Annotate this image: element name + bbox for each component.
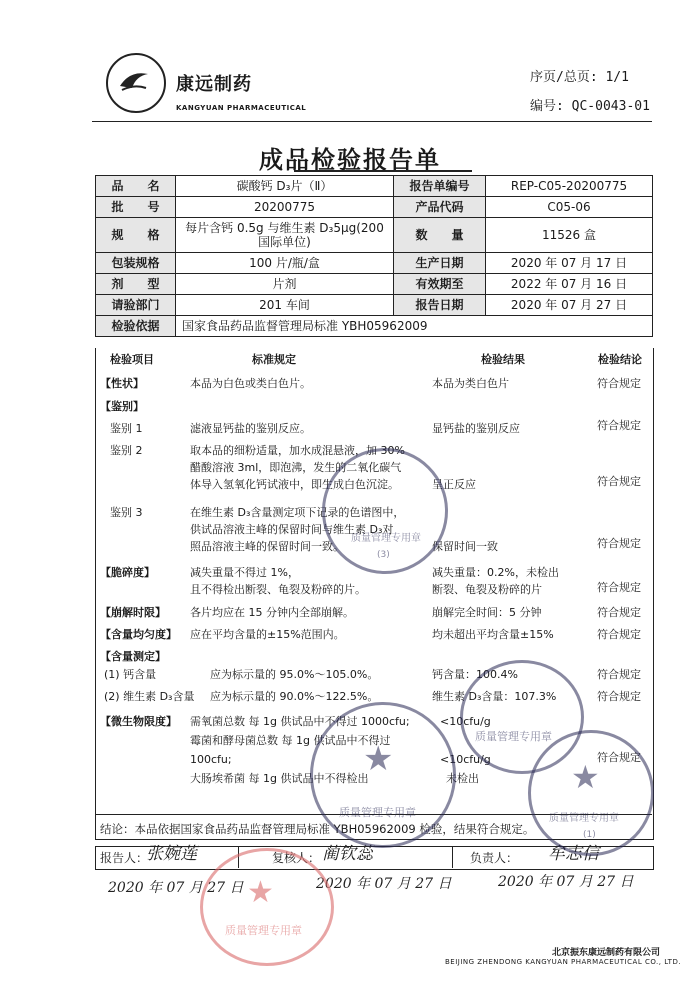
microbial-result-2: <10cfu/g [440, 753, 491, 766]
title-underline [294, 170, 472, 172]
conclusion-text: 结论：本品依据国家食品药品监督管理局标准 YBH05962009 检验，结果符合规定。 [100, 822, 535, 836]
quality-stamp-5 [200, 848, 334, 966]
sig-divider-2 [452, 846, 453, 868]
microbial-standard-line2: 霉菌和酵母菌总数 每 1g 供试品中不得过 [190, 734, 391, 747]
footer-company-en: BEIJING ZHENDONG KANGYUAN PHARMACEUTICAL CO., LTD. [445, 958, 682, 966]
reporter-date: 2020 年 07 月 27 日 [108, 880, 244, 896]
test-disintegration: 【崩解时限】 [100, 606, 166, 619]
test-appearance: 【性状】 [100, 377, 144, 390]
stamp-5-star-icon: ★ [247, 875, 274, 910]
disintegration-conclusion: 符合规定 [597, 606, 641, 619]
id3-standard-line1: 在维生素 D₃含量测定项下记录的色谱图中， [190, 506, 405, 519]
product-label: 品 名 [96, 176, 176, 197]
id3-label: 鉴别 3 [110, 506, 143, 519]
batch-label: 批 号 [96, 197, 176, 218]
id3-standard-line3: 照品溶液主峰的保留时间一致。 [190, 540, 344, 553]
logo-bird-icon [118, 66, 150, 96]
test-friability: 【脆碎度】 [100, 566, 155, 579]
id1-result: 显钙盐的鉴别反应 [432, 422, 520, 435]
id2-result: 呈正反应 [432, 478, 476, 491]
info-table [95, 175, 653, 337]
stamp-3-text: 质量管理专用章 [339, 806, 416, 819]
test-microbial: 【微生物限度】 [100, 715, 177, 728]
microbial-result-1: <10cfu/g [440, 715, 491, 728]
stamp-4-number: (1) [583, 830, 596, 840]
report-date-label: 报告日期 [394, 295, 486, 316]
id3-standard-line2: 供试品溶液主峰的保留时间与维生素 D₃对 [190, 523, 394, 536]
form-label: 剂 型 [96, 274, 176, 295]
calcium-conclusion: 符合规定 [597, 668, 641, 681]
stamp-1-number: (3) [377, 550, 390, 560]
reviewer-signature: 蔺钦蕊 [322, 844, 373, 864]
test-identification: 【鉴别】 [100, 400, 144, 413]
dept-value: 201 车间 [176, 295, 394, 316]
uniformity-standard: 应在平均含量的±15%范围内。 [190, 628, 345, 641]
product-code-value: C05-06 [486, 197, 653, 218]
basis-label: 检验依据 [96, 316, 176, 337]
disintegration-result: 崩解完全时间：5 分钟 [432, 606, 542, 619]
id1-conclusion: 符合规定 [597, 419, 641, 432]
reviewer-label: 复核人： [272, 851, 321, 865]
document-code: 编号: QC-0043-01 [530, 99, 650, 114]
microbial-result-3: 未检出 [446, 772, 479, 785]
id2-label: 鉴别 2 [110, 444, 143, 457]
basis-value: 国家食品药品监督管理局标准 YBH05962009 [176, 316, 653, 337]
id3-conclusion: 符合规定 [597, 537, 641, 550]
product-code-label: 产品代码 [394, 197, 486, 218]
uniformity-conclusion: 符合规定 [597, 628, 641, 641]
reporter-label: 报告人： [100, 851, 149, 865]
id2-standard-line2: 醋酸溶液 3ml，即泡沸，发生的二氧化碳气 [190, 461, 402, 474]
column-standard: 标准规定 [252, 353, 296, 366]
column-result: 检验结果 [481, 353, 525, 366]
calcium-result: 钙含量：100.4% [432, 668, 518, 681]
stamp-4-text: 质量管理专用章 [549, 813, 619, 824]
id2-standard-line1: 取本品的细粉适量，加水成混悬液，加 30% [190, 444, 405, 457]
page-title: 成品检验报告单 [259, 146, 441, 174]
friability-standard-line2: 且不得检出断裂、龟裂及粉碎的片。 [190, 583, 366, 596]
appearance-result: 本品为类白色片 [432, 377, 509, 390]
mfg-date-value: 2020 年 07 月 17 日 [486, 253, 653, 274]
id1-standard: 滤液显钙盐的鉴别反应。 [190, 422, 311, 435]
quality-stamp-3 [310, 702, 456, 848]
stamp-3-star-icon: ★ [363, 739, 394, 779]
column-conclusion: 检验结论 [598, 353, 642, 366]
friability-conclusion: 符合规定 [597, 581, 641, 594]
product-value: 碳酸钙 D₃片（Ⅱ） [176, 176, 394, 197]
report-no-value: REP-C05-20200775 [486, 176, 653, 197]
disintegration-standard: 各片均应在 15 分钟内全部崩解。 [190, 606, 354, 619]
vitamin-d-standard: 应为标示量的 90.0%～122.5%。 [210, 690, 379, 703]
dept-label: 请验部门 [96, 295, 176, 316]
expiry-value: 2022 年 07 月 16 日 [486, 274, 653, 295]
footer-company: 北京振东康远制药有限公司 [552, 948, 661, 958]
quality-stamp-4 [528, 730, 654, 856]
friability-result-line2: 断裂、龟裂及粉碎的片 [432, 583, 542, 596]
friability-standard-line1: 减失重量不得过 1%， [190, 566, 299, 579]
stamp-2-text: 质量管理专用章 [475, 730, 552, 743]
id2-standard-line3: 体导入氢氧化钙试液中，即生成白色沉淀。 [190, 478, 399, 491]
microbial-standard-line3: 100cfu; [190, 753, 232, 766]
microbial-conclusion: 符合规定 [597, 751, 641, 764]
id1-label: 鉴别 1 [110, 422, 143, 435]
column-item: 检验项目 [110, 353, 154, 366]
vitamin-d-result: 维生素 D₃含量：107.3% [432, 690, 557, 703]
calcium-standard: 应为标示量的 95.0%～105.0%。 [210, 668, 379, 681]
stamp-4-star-icon: ★ [571, 758, 600, 796]
report-no-label: 报告单编号 [394, 176, 486, 197]
page-info: 序页/总页: 1/1 [530, 70, 629, 85]
test-uniformity: 【含量均匀度】 [100, 628, 177, 641]
company-name: 康远制药 [176, 74, 252, 95]
expiry-label: 有效期至 [394, 274, 486, 295]
quantity-label: 数 量 [394, 218, 486, 253]
report-date-value: 2020 年 07 月 27 日 [486, 295, 653, 316]
quality-stamp-1 [322, 448, 448, 574]
responsible-label: 负责人： [470, 851, 519, 865]
company-name-en: KANGYUAN PHARMACEUTICAL [176, 104, 307, 112]
test-assay: 【含量测定】 [100, 650, 166, 663]
appearance-conclusion: 符合规定 [597, 377, 641, 390]
reporter-signature: 张婉莲 [146, 844, 197, 864]
form-value: 片剂 [176, 274, 394, 295]
id3-result: 保留时间一致 [432, 540, 498, 553]
microbial-standard-line4: 大肠埃希菌 每 1g 供试品中不得检出 [190, 772, 369, 785]
spec-value: 每片含钙 0.5g 与维生素 D₃5μg(200 国际单位) [176, 218, 394, 253]
responsible-signature: 牟志信 [548, 844, 599, 864]
reviewer-date: 2020 年 07 月 27 日 [316, 876, 452, 892]
uniformity-result: 均未超出平均含量±15% [432, 628, 554, 641]
vitamin-d-conclusion: 符合规定 [597, 690, 641, 703]
responsible-date: 2020 年 07 月 27 日 [498, 874, 634, 890]
stamp-1-text: 质量管理专用章 [351, 533, 421, 544]
quantity-value: 11526 盒 [486, 218, 653, 253]
calcium-label: (1) 钙含量 [104, 668, 157, 681]
header-divider [92, 121, 652, 122]
package-value: 100 片/瓶/盒 [176, 253, 394, 274]
package-label: 包装规格 [96, 253, 176, 274]
id2-conclusion: 符合规定 [597, 475, 641, 488]
spec-label: 规 格 [96, 218, 176, 253]
microbial-standard-line1: 需氧菌总数 每 1g 供试品中不得过 1000cfu; [190, 715, 410, 728]
mfg-date-label: 生产日期 [394, 253, 486, 274]
friability-result-line1: 减失重量：0.2%，未检出 [432, 566, 559, 579]
batch-value: 20200775 [176, 197, 394, 218]
stamp-5-text: 质量管理专用章 [225, 924, 302, 937]
appearance-standard: 本品为白色或类白色片。 [190, 377, 311, 390]
vitamin-d-label: (2) 维生素 D₃含量 [104, 690, 195, 703]
